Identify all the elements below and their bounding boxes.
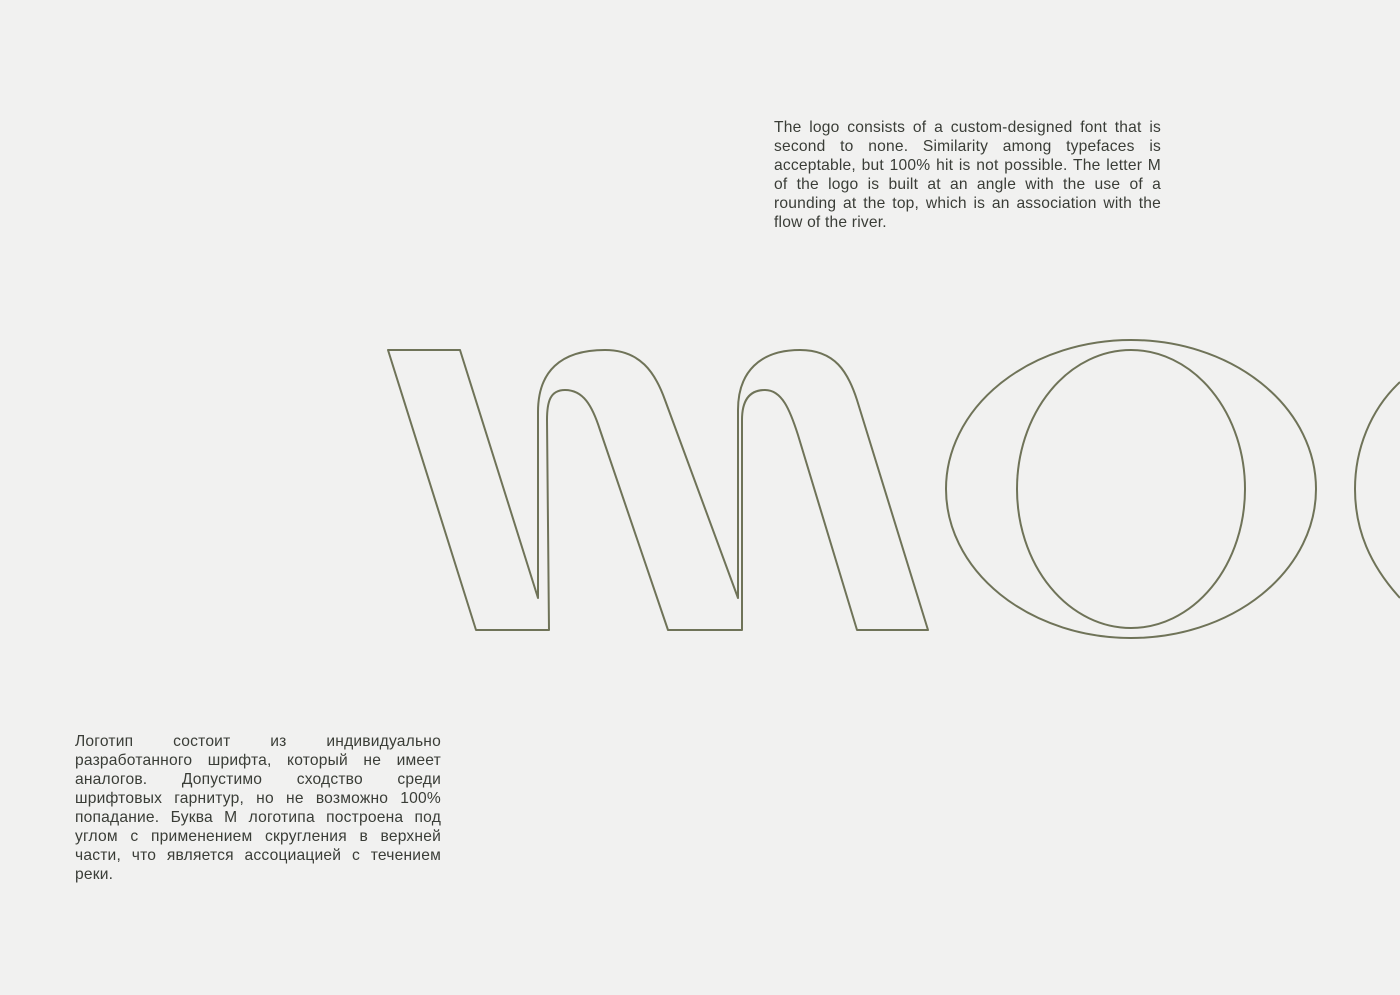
logo-letter-o-inner bbox=[1017, 350, 1245, 628]
logo-letter-o-outer bbox=[946, 340, 1316, 638]
logo-description-russian: Логотип состоит из индивидуально разработанного шрифта, который не имеет аналогов. Допустимо сходство среди шрифтовых гарнитур, но не возможно 100% попадание. Буква М логотипа построена под углом с применением скругления в верхней части, что является ассоциацией с течением реки. bbox=[75, 733, 441, 883]
logo-letter-cropped-right bbox=[1355, 382, 1400, 598]
logo-description-english: The logo consists of a custom-designed font that is second to none. Similarity among typefaces is acceptable, but 100% hit is not possible. The letter M of the logo is built at an angle with the use of a rounding at the top, which is an association with the flow of the river. bbox=[774, 119, 1161, 231]
logo-letter-m-left-stem bbox=[388, 350, 928, 630]
